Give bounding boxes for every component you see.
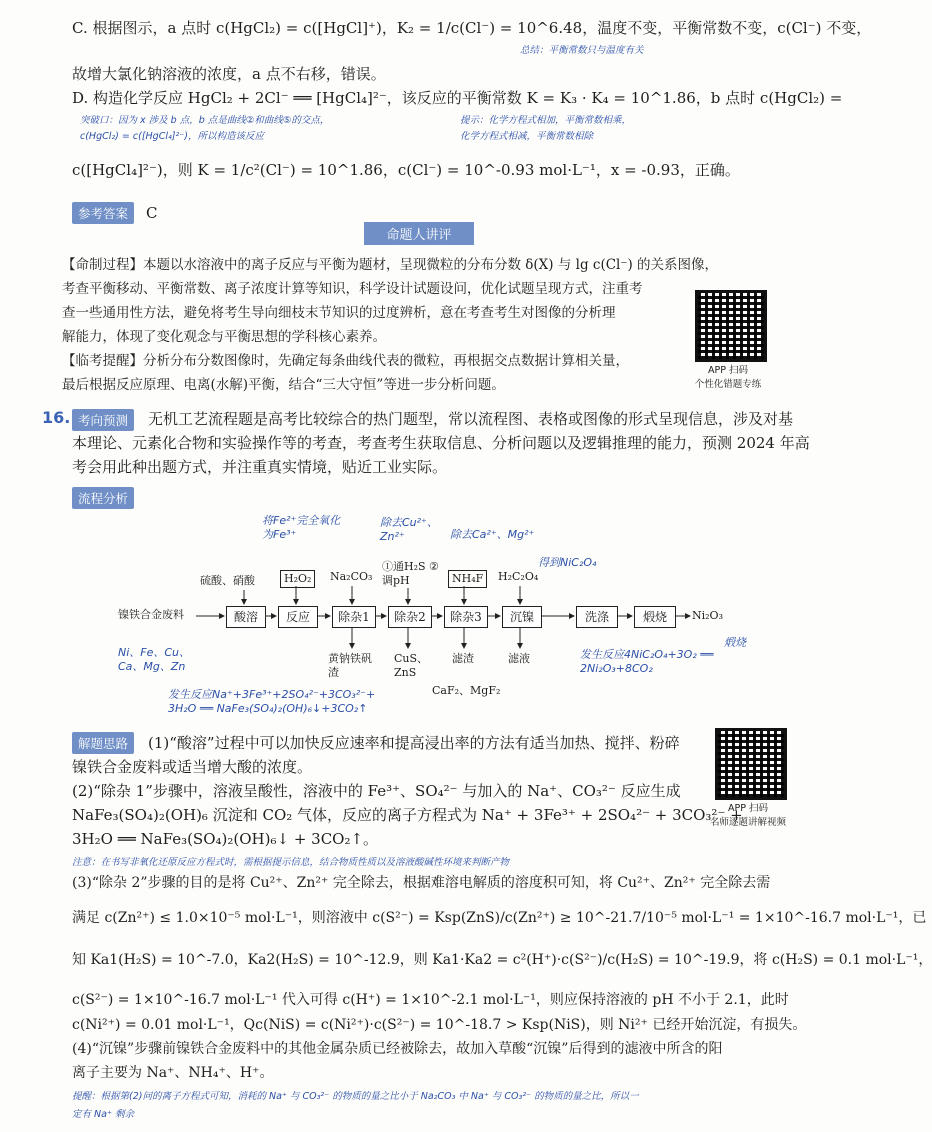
product-3: 滤渣 (452, 652, 474, 665)
step-6: 沉镍 (502, 606, 542, 628)
solution-l8: 知 Ka1(H₂S) = 10^-7.0，Ka2(H₂S) = 10^-12.9，则 Ka1·Ka2 = c²(H⁺)·c(S²⁻)/c(H₂S) = 10^-19.9，将 c(H₂S) = 0.1 mol·L⁻¹， (72, 952, 932, 968)
solution-l6: (3)“除杂 2”步骤的目的是将 Cu²⁺、Zn²⁺ 完全除去，根据难溶电解质的溶度积可知，将 Cu²⁺、Zn²⁺ 完全除去需 (72, 875, 771, 891)
q16-tag: 考向预测 (72, 409, 134, 431)
process-line2: 考查平衡移动、平衡常数、离子浓度计算等知识，科学设计试题设问，优化试题呈现方式，注重考 (62, 281, 643, 297)
note-ca: 除去Ca²⁺、Mg²⁺ (450, 528, 535, 541)
part-d-note-right1: 提示：化学方程式相加，平衡常数相乘， (460, 115, 632, 126)
part-d-note-left2: c(HgCl₂) = c([HgCl₄]²⁻)，所以构造该反应 (80, 131, 265, 142)
product-2: CuS、ZnS (394, 652, 429, 679)
note-calc: 发生反应4NiC₂O₄+3O₂ ══ 2Ni₂O₃+8CO₂ (580, 648, 714, 675)
question-number: 16. (42, 408, 71, 427)
reagent-3: Na₂CO₃ (330, 570, 373, 583)
process-line3: 查一些通用性方法，避免将考生导向细枝末节知识的过度辨析，意在考查考生对图像的分析理 (62, 305, 616, 321)
flow-end: Ni₂O₃ (692, 609, 723, 622)
note-calc-label: 煅烧 (724, 636, 746, 649)
solution-l7: 满足 c(Zn²⁺) ≤ 1.0×10⁻⁵ mol·L⁻¹，则溶液中 c(S²⁻) = Ksp(ZnS)/c(Zn²⁺) ≥ 10^-21.7/10⁻⁵ mol·L⁻¹ = 1×10^-16.7 mol·L⁻¹，已 (72, 910, 927, 926)
solution-l10: c(Ni²⁺) = 0.01 mol·L⁻¹，Qc(NiS) = c(Ni²⁺)·c(S²⁻) = 10^-18.7 > Ksp(NiS)，则 Ni²⁺ 已经开始沉淀，有损失。 (72, 1017, 807, 1033)
answer-value: C (146, 204, 158, 222)
step-3: 除杂1 (332, 606, 376, 628)
flow-tag: 流程分析 (72, 487, 134, 509)
part-c-line1: C. 根据图示，a 点时 c(HgCl₂) = c([HgCl]⁺)，K₂ = 1/c(Cl⁻) = 10^6.48，温度不变，平衡常数不变，c(Cl⁻) 不变， (72, 19, 872, 37)
solution-l2: 镍铁合金废料或适当增大酸的浓度。 (72, 758, 313, 776)
q16-line1: 无机工艺流程题是高考比较综合的热门题型，常以流程图、表格或图像的形式呈现信息，涉及对基 (148, 410, 794, 428)
process-line1: 【命制过程】本题以水溶液中的离子反应与平衡为题材，呈现微粒的分布分数 δ(X) 与 lg c(Cl⁻) 的关系图像， (62, 257, 719, 273)
part-d-note-right2: 化学方程式相减，平衡常数相除 (460, 131, 594, 142)
part-c-note: 总结：平衡常数只与温度有关 (520, 45, 644, 56)
part-d-line1: D. 构造化学反应 HgCl₂ + 2Cl⁻ ══ [HgCl₄]²⁻，该反应的平衡常数 K = K₃ · K₄ = 10^1.86，b 点时 c(HgCl₂) = (72, 89, 843, 107)
solution-note12a: 提醒：根据第(2)问的离子方程式可知，消耗的 Na⁺ 与 CO₃²⁻ 的物质的量之比小于 Na₂CO₃ 中 Na⁺ 与 CO₃²⁻ 的物质的量之比，所以一 (72, 1091, 639, 1102)
reagent-1: 硫酸、硝酸 (200, 574, 255, 587)
qr-code-2[interactable] (715, 728, 787, 800)
answer-tag: 参考答案 (72, 202, 134, 224)
step-7: 洗涤 (576, 606, 618, 628)
part-d-note-left1: 突破口：因为 x 涉及 b 点，b 点是曲线②和曲线⑤的交点， (80, 115, 330, 126)
residue-3: CaF₂、MgF₂ (432, 684, 501, 697)
qr1-caption2: 个性化错题专练 (694, 379, 762, 390)
step-2: 反应 (278, 606, 318, 628)
reagent-6: H₂C₂O₄ (498, 570, 539, 583)
comment-title: 命题人讲评 (364, 222, 474, 245)
reagent-4: ①通H₂S ②调pH (382, 560, 439, 587)
part-c-line2: 故增大氯化钠溶液的浓度，a 点不右移，错误。 (72, 65, 386, 83)
process-line5: 【临考提醒】分析分布分数图像时，先确定每条曲线代表的微粒，再根据交点数据计算相关量， (62, 353, 629, 369)
solution-note5: 注意：在书写非氧化还原反应方程式时，需根据提示信息，结合物质性质以及溶液酸碱性环境来判断产物 (72, 857, 510, 868)
step-5: 除杂3 (444, 606, 488, 628)
reagent-5: NH₄F (448, 570, 487, 588)
q16-line3: 考会用此种出题方式，并注重真实情境，贴近工业实际。 (72, 458, 448, 476)
qr2-caption2: 名师逐题讲解视频 (709, 817, 786, 828)
solution-l12: 离子主要为 Na⁺、NH₄⁺、H⁺。 (72, 1065, 274, 1081)
note-ni: 得到NiC₂O₄ (538, 556, 597, 569)
qr-code-1[interactable] (695, 290, 767, 362)
part-d-line2: c([HgCl₄]²⁻)，则 K = 1/c²(Cl⁻) = 10^1.86，c(Cl⁻) = 10^-0.93 mol·L⁻¹，x = -0.93，正确。 (72, 161, 740, 179)
q16-line2: 本理论、元素化合物和实验操作等的考查，考查考生获取信息、分析问题以及逻辑推理的能力，预测 2024 年高 (72, 434, 810, 452)
reagent-2: H₂O₂ (280, 570, 315, 588)
solution-l4: NaFe₃(SO₄)₂(OH)₆ 沉淀和 CO₂ 气体，反应的离子方程式为 Na⁺ + 3Fe³⁺ + 2SO₄²⁻ + 3CO₃²⁻ + (72, 806, 743, 824)
flow-start: 镍铁合金废料 (118, 608, 184, 621)
solution-tag: 解题思路 (72, 732, 134, 754)
product-1: 黄钠铁矾渣 (328, 652, 372, 679)
note-fe: 将Fe²⁺完全氧化为Fe³⁺ (262, 514, 341, 541)
process-line6: 最后根据反应原理、电离(水解)平衡，结合“三大守恒”等进一步分析问题。 (62, 377, 505, 393)
solution-l11: (4)“沉镍”步骤前镍铁合金废料中的其他金属杂质已经被除去，故加入草酸“沉镍”后得到的滤液中所含的阳 (72, 1041, 723, 1057)
step-8: 煅烧 (634, 606, 676, 628)
solution-note12b: 定有 Na⁺ 剩余 (72, 1109, 134, 1120)
step-1: 酸溶 (226, 606, 266, 628)
solution-l1: (1)“酸溶”过程中可以加快反应速率和提高浸出率的方法有适当加热、搅拌、粉碎 (148, 734, 680, 752)
qr1-caption1: APP 扫码 (708, 365, 748, 376)
qr2-caption1: APP 扫码 (728, 803, 768, 814)
process-line4: 解能力，体现了变化观念与平衡思想的学科核心素养。 (62, 329, 386, 345)
product-4: 滤液 (508, 652, 530, 665)
solution-l9: c(S²⁻) = 1×10^-16.7 mol·L⁻¹ 代入可得 c(H⁺) = 1×10^-2.1 mol·L⁻¹，则应保持溶液的 pH 不小于 2.1，此时 (72, 992, 789, 1008)
note-reaction: 发生反应Na⁺+3Fe³⁺+2SO₄²⁻+3CO₃²⁻+ 3H₂O ══ NaFe₃(SO₄)₂(OH)₆↓+3CO₂↑ (168, 688, 376, 715)
solution-l3: (2)“除杂 1”步骤中，溶液呈酸性，溶液中的 Fe³⁺、SO₄²⁻ 与加入的 Na⁺、CO₃²⁻ 反应生成 (72, 782, 681, 800)
solution-l5: 3H₂O ══ NaFe₃(SO₄)₂(OH)₆↓ + 3CO₂↑。 (72, 830, 379, 848)
note-cu: 除去Cu²⁺、Zn²⁺ (380, 516, 438, 543)
step-4: 除杂2 (388, 606, 432, 628)
note-feed: Ni、Fe、Cu、Ca、Mg、Zn (118, 646, 191, 673)
